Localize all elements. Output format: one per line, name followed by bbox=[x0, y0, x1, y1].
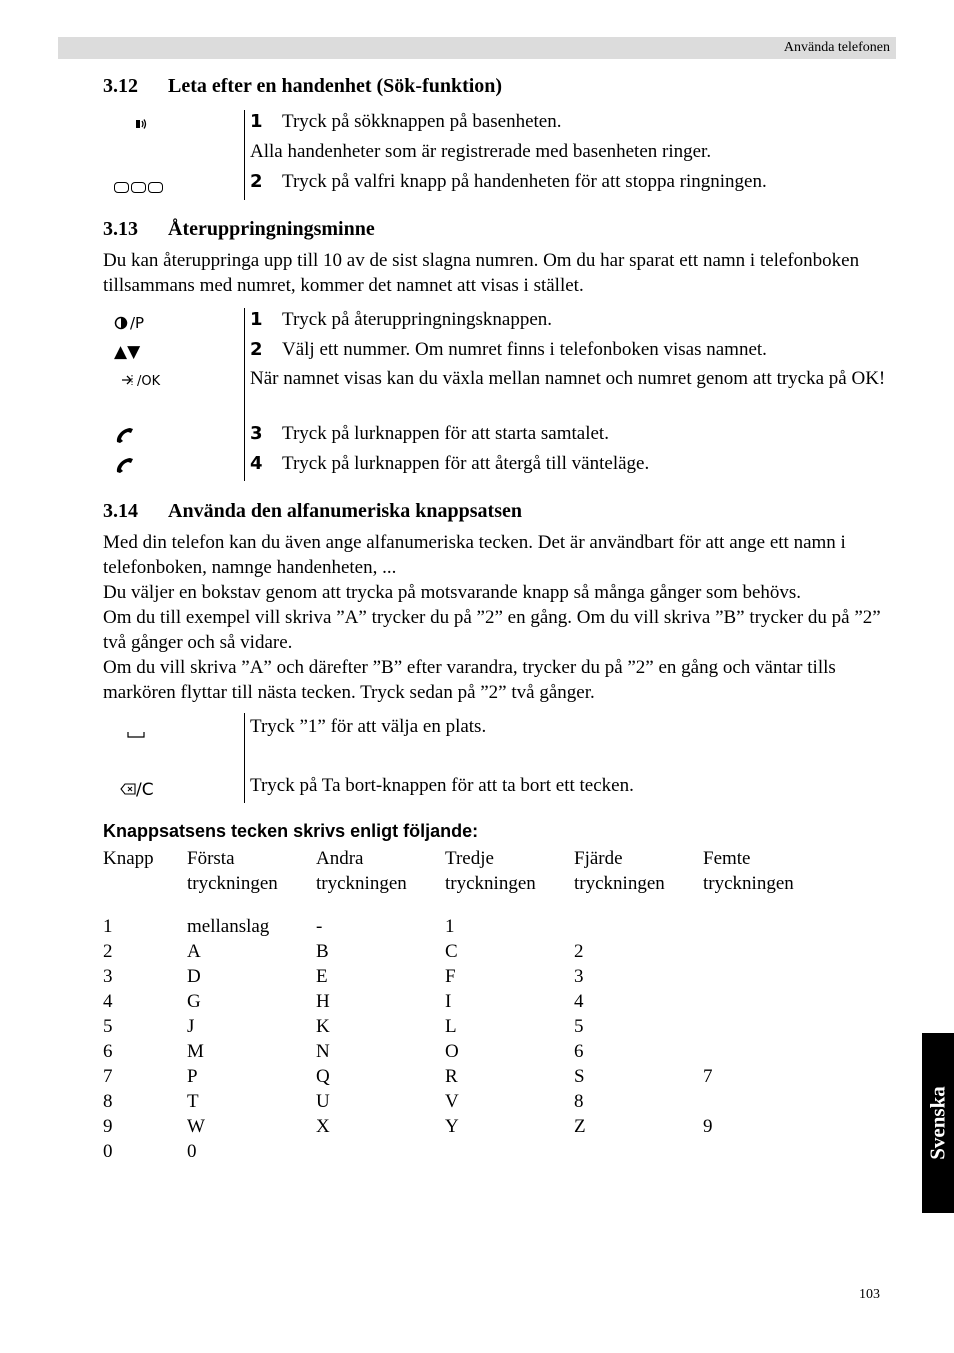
running-header bbox=[58, 37, 896, 59]
table-row bbox=[103, 964, 832, 989]
table-cell: E bbox=[316, 966, 328, 987]
column-header: Tredje tryckningen bbox=[445, 848, 536, 894]
table-row bbox=[103, 1089, 832, 1114]
section-3-12-title bbox=[103, 75, 502, 98]
step-text: Tryck på valfri knapp på handenheten för att stoppa ringningen. bbox=[282, 171, 767, 192]
table-cell: T bbox=[187, 1091, 199, 1112]
table-cell: N bbox=[316, 1041, 330, 1062]
tip-row: Tryck ”1” för att välja en plats. bbox=[250, 716, 487, 737]
section-number: 3.12 bbox=[103, 75, 138, 97]
table-cell: C bbox=[445, 941, 458, 962]
table-cell bbox=[703, 1014, 832, 1039]
table-cell bbox=[574, 1139, 703, 1164]
step-number: 3 bbox=[250, 423, 263, 444]
table-cell: L bbox=[445, 1016, 457, 1037]
table-cell: I bbox=[445, 991, 452, 1012]
table-cell bbox=[445, 1139, 574, 1164]
step-text: Tryck på lurknappen för att starta samtalet. bbox=[282, 423, 609, 444]
table-cell bbox=[574, 914, 703, 939]
column-header: Fjärde tryckningen bbox=[574, 848, 665, 894]
any-key-icon bbox=[114, 178, 165, 196]
section-3-13-title bbox=[103, 218, 375, 241]
step-row bbox=[250, 366, 895, 391]
section-number: 3.13 bbox=[103, 218, 138, 240]
table-cell: 4 bbox=[574, 991, 584, 1012]
table-cell: S bbox=[574, 1066, 585, 1087]
table-row bbox=[103, 914, 832, 939]
table-cell: 3 bbox=[574, 966, 584, 987]
section-title-text: Använda den alfanumeriska knappsatsen bbox=[168, 500, 522, 522]
tip-row: Tryck på Ta bort-knappen för att ta bort ett tecken. bbox=[250, 775, 634, 796]
table-row bbox=[103, 1139, 832, 1164]
table-cell: mellanslag bbox=[187, 916, 270, 937]
table-cell: R bbox=[445, 1066, 458, 1087]
keypad-table bbox=[103, 846, 832, 1164]
table-cell: 0 bbox=[187, 1141, 197, 1162]
step-divider bbox=[244, 713, 245, 803]
table-row bbox=[103, 1114, 832, 1139]
section-title-text: Återuppringningsminne bbox=[168, 218, 375, 240]
table-cell: X bbox=[316, 1116, 330, 1137]
step-row bbox=[250, 109, 900, 134]
step-number: 2 bbox=[250, 339, 263, 360]
table-cell: M bbox=[187, 1041, 204, 1062]
table-cell: H bbox=[316, 991, 330, 1012]
table-row bbox=[103, 939, 832, 964]
column-header: Första tryckningen bbox=[187, 848, 278, 894]
step-row bbox=[250, 337, 900, 362]
redial-icon-label: /P bbox=[130, 314, 145, 332]
delete-icon-label: /C bbox=[136, 780, 154, 800]
table-cell: J bbox=[187, 1016, 195, 1037]
table-cell: W bbox=[187, 1116, 205, 1137]
section-paragraph: Med din telefon kan du även ange alfanumeriska tecken. Det är användbart för att ange ett namn i telefonboken, namnge handenheten, ... bbox=[103, 532, 846, 578]
redial-icon bbox=[114, 314, 144, 332]
table-row bbox=[103, 1064, 832, 1089]
step-text: Tryck på lurknappen för att återgå till vänteläge. bbox=[282, 453, 650, 474]
table-cell: V bbox=[445, 1091, 459, 1112]
table-cell: 5 bbox=[103, 1016, 113, 1037]
talk-handset-icon bbox=[114, 426, 136, 448]
step-row bbox=[250, 451, 900, 476]
keypad-heading: Knappsatsens tecken skrivs enligt följande: bbox=[103, 821, 479, 841]
table-cell: 5 bbox=[574, 1016, 584, 1037]
table-cell: 1 bbox=[103, 916, 113, 937]
language-tab bbox=[922, 1033, 954, 1213]
hangup-handset-icon bbox=[114, 456, 136, 478]
running-header-title: Använda telefonen bbox=[783, 40, 890, 55]
step-row bbox=[250, 421, 900, 446]
step-number: 1 bbox=[250, 309, 263, 330]
step-text: Välj ett nummer. Om numret finns i telefonboken visas namnet. bbox=[282, 339, 767, 360]
table-cell: P bbox=[187, 1066, 198, 1087]
page-number: 103 bbox=[859, 1287, 880, 1302]
table-cell bbox=[703, 1139, 832, 1164]
table-cell: Q bbox=[316, 1066, 330, 1087]
table-cell: 6 bbox=[574, 1041, 584, 1062]
table-cell: 7 bbox=[703, 1066, 713, 1087]
column-header: Knapp bbox=[103, 848, 154, 869]
table-cell bbox=[703, 989, 832, 1014]
table-cell: 2 bbox=[574, 941, 584, 962]
table-cell: Y bbox=[445, 1116, 459, 1137]
up-down-arrows-icon: ▲▼ bbox=[114, 342, 141, 362]
table-cell: 2 bbox=[103, 941, 113, 962]
paging-icon bbox=[133, 116, 149, 136]
table-cell: 9 bbox=[103, 1116, 113, 1137]
table-cell: A bbox=[187, 941, 201, 962]
step-divider bbox=[244, 110, 245, 200]
step-text: Alla handenheter som är registrerade med basenheten ringer. bbox=[250, 141, 712, 162]
table-row bbox=[103, 1014, 832, 1039]
step-text: Tryck på återuppringningsknappen. bbox=[282, 309, 552, 330]
table-cell: 8 bbox=[574, 1091, 584, 1112]
table-cell bbox=[316, 1139, 445, 1164]
table-row bbox=[103, 1039, 832, 1064]
table-cell: 1 bbox=[445, 916, 455, 937]
step-divider bbox=[244, 308, 245, 481]
step-text: När namnet visas kan du växla mellan namnet och numret genom att trycka på OK! bbox=[250, 368, 886, 389]
step-row bbox=[250, 139, 900, 164]
step-row bbox=[250, 169, 900, 194]
table-cell: G bbox=[187, 991, 201, 1012]
table-cell: 3 bbox=[103, 966, 113, 987]
table-cell: B bbox=[316, 941, 329, 962]
table-cell: - bbox=[316, 916, 323, 937]
step-number: 4 bbox=[250, 453, 263, 474]
section-paragraph: Om du vill skriva ”A” och därefter ”B” efter varandra, trycker du på ”2” en gång och väntar tills markören flyttar till nästa tecken. Tryck sedan på ”2” två gånger. bbox=[103, 657, 836, 703]
section-paragraph: Om du till exempel vill skriva ”A” trycker du på ”2” en gång. Om du vill skriva ”B” trycker du på ”2” två gånger och så vidare. bbox=[103, 607, 881, 653]
table-cell: 9 bbox=[703, 1116, 713, 1137]
section-paragraph: Du väljer en bokstav genom att trycka på motsvarande knapp så många gånger som behövs. bbox=[103, 582, 802, 603]
table-cell: Z bbox=[574, 1116, 586, 1137]
space-key-icon bbox=[127, 726, 145, 744]
table-cell: 8 bbox=[103, 1091, 113, 1112]
step-number: 1 bbox=[250, 111, 263, 132]
step-text: Tryck på sökknappen på basenheten. bbox=[282, 111, 562, 132]
table-cell bbox=[703, 964, 832, 989]
table-cell: F bbox=[445, 966, 456, 987]
section-title-text: Leta efter en handenhet (Sök-funktion) bbox=[168, 75, 503, 97]
column-header: Andra tryckningen bbox=[316, 848, 407, 894]
table-cell: 7 bbox=[103, 1066, 113, 1087]
table-cell bbox=[703, 1089, 832, 1114]
table-cell: 4 bbox=[103, 991, 113, 1012]
menu-ok-icon-label: /OK bbox=[137, 374, 161, 389]
table-cell bbox=[703, 1039, 832, 1064]
table-cell: O bbox=[445, 1041, 459, 1062]
table-header-row bbox=[103, 846, 832, 896]
language-tab-label: Svenska bbox=[925, 1086, 950, 1160]
section-intro: Du kan återuppringa upp till 10 av de sist slagna numren. Om du har sparat ett namn i telefonboken tillsammans med numret, kommer det namnet att visas i stället. bbox=[103, 250, 860, 296]
table-cell: D bbox=[187, 966, 201, 987]
table-cell bbox=[703, 939, 832, 964]
step-number: 2 bbox=[250, 171, 263, 192]
table-cell: 6 bbox=[103, 1041, 113, 1062]
step-row bbox=[250, 307, 900, 332]
delete-clear-icon bbox=[120, 780, 154, 800]
column-header: Femte tryckningen bbox=[703, 848, 794, 894]
table-row bbox=[103, 989, 832, 1014]
table-cell: U bbox=[316, 1091, 330, 1112]
menu-ok-icon bbox=[121, 374, 160, 389]
table-cell: K bbox=[316, 1016, 330, 1037]
section-3-14-title bbox=[103, 500, 522, 523]
table-cell: 0 bbox=[103, 1141, 113, 1162]
table-cell bbox=[703, 914, 832, 939]
section-number: 3.14 bbox=[103, 500, 138, 522]
